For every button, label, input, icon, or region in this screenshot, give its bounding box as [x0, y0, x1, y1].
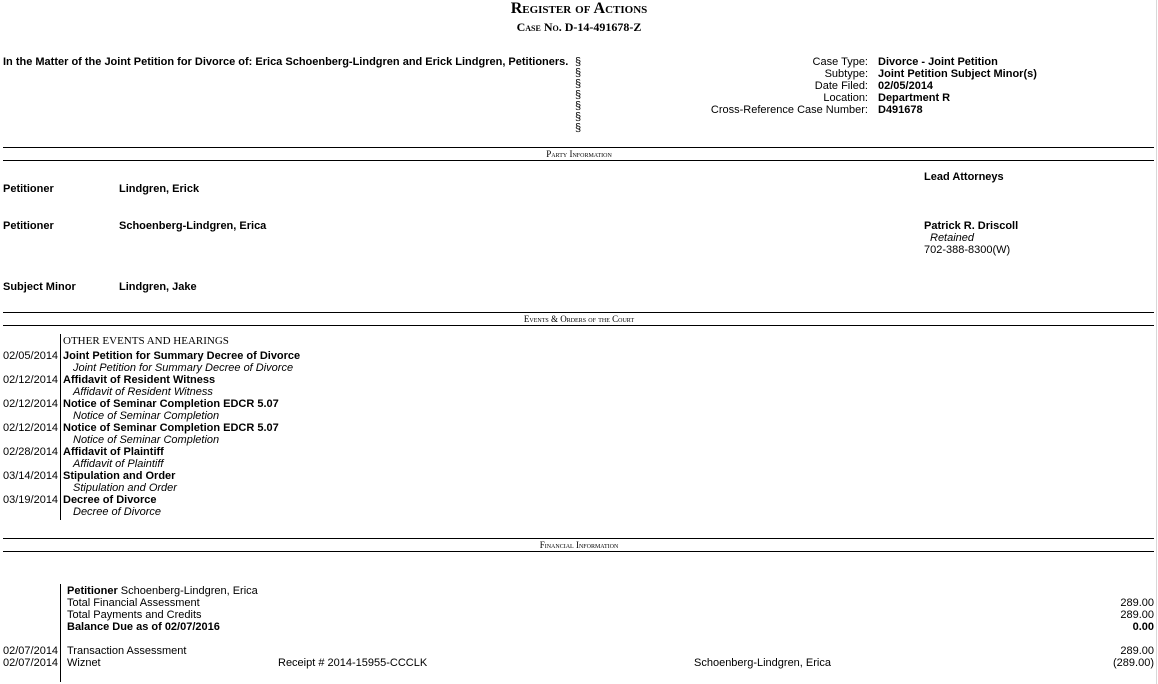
- balance-due-label: Balance Due as of 02/07/2016: [67, 621, 220, 633]
- date-filed-value: 02/05/2014: [878, 80, 934, 92]
- events-subtitle: OTHER EVENTS AND HEARINGS: [63, 335, 229, 347]
- event-detail: Stipulation and Order: [73, 482, 177, 494]
- date-filed-label: Date Filed:: [814, 80, 868, 92]
- section-symbol: §: [574, 67, 582, 79]
- event-detail: Joint Petition for Summary Decree of Divorce: [73, 362, 294, 374]
- transaction-amount: (289.00): [1113, 657, 1154, 669]
- section-divider: [3, 325, 1154, 326]
- location-value: Department R: [878, 92, 951, 104]
- section-symbol: §: [574, 100, 582, 112]
- financial-party-role: Petitioner: [67, 585, 118, 597]
- location-label: Location:: [823, 92, 868, 104]
- section-symbol: §: [574, 89, 582, 101]
- event-title: Joint Petition for Summary Decree of Divorce: [63, 350, 301, 362]
- summary-value: 289.00: [1120, 597, 1154, 609]
- party-role: Subject Minor: [3, 281, 76, 293]
- case-type-label: Case Type:: [812, 56, 868, 68]
- party-name: Schoenberg-Lindgren, Erica: [119, 220, 267, 232]
- transaction-date: 02/07/2014: [3, 645, 59, 657]
- financial-column-rule: [60, 584, 61, 682]
- party-name: Lindgren, Erick: [119, 183, 200, 195]
- section-symbol: §: [574, 78, 582, 90]
- event-title: Stipulation and Order: [63, 470, 176, 482]
- party-role: Petitioner: [3, 183, 54, 195]
- balance-due-value: 0.00: [1132, 621, 1154, 633]
- subtype-label: Subtype:: [824, 68, 868, 80]
- case-number: Case No. D-14-491678-Z: [516, 20, 642, 34]
- section-divider: [3, 551, 1154, 552]
- lead-attorneys-label: Lead Attorneys: [924, 171, 1004, 183]
- subtype-value: Joint Petition Subject Minor(s): [878, 68, 1037, 80]
- event-date: 02/12/2014: [3, 374, 59, 386]
- attorney-status: Retained: [930, 232, 975, 244]
- cross-reference-value: D491678: [878, 104, 923, 116]
- summary-label: Total Payments and Credits: [67, 609, 202, 621]
- transaction-description: Transaction Assessment: [67, 645, 187, 657]
- case-type-value: Divorce - Joint Petition: [878, 56, 998, 68]
- events-column-rule: [60, 334, 61, 520]
- transaction-payer: Schoenberg-Lindgren, Erica: [694, 657, 831, 669]
- event-detail: Notice of Seminar Completion: [73, 410, 220, 422]
- event-detail: Notice of Seminar Completion: [73, 434, 220, 446]
- matter-title: In the Matter of the Joint Petition for Divorce of: Erica Schoenberg-Lindgren and Erick Lindgren, Petitioners.: [3, 56, 569, 68]
- transaction-receipt: Receipt # 2014-15955-CCCLK: [278, 657, 428, 669]
- section-divider: [3, 147, 1154, 148]
- party-section-title: Party Information: [546, 149, 612, 159]
- financial-party: [67, 585, 258, 597]
- event-date: 03/19/2014: [3, 494, 59, 506]
- event-detail: Decree of Divorce: [73, 506, 162, 518]
- financial-section-title: Financial Information: [539, 540, 619, 550]
- event-detail: Affidavit of Plaintiff: [73, 458, 164, 470]
- cross-reference-label: Cross-Reference Case Number:: [710, 104, 868, 116]
- transaction-amount: 289.00: [1120, 645, 1154, 657]
- section-symbol: §: [574, 56, 582, 68]
- events-section-title: Events & Orders of the Court: [523, 314, 635, 324]
- event-title: Notice of Seminar Completion EDCR 5.07: [63, 398, 279, 410]
- event-date: 02/28/2014: [3, 446, 59, 458]
- event-title: Decree of Divorce: [63, 494, 157, 506]
- attorney-phone: 702-388-8300(W): [924, 244, 1011, 256]
- event-date: 02/12/2014: [3, 422, 59, 434]
- attorney-name: Patrick R. Driscoll: [924, 220, 1019, 232]
- page-edge: [1156, 0, 1157, 684]
- page-title: Register of Actions: [510, 0, 648, 17]
- party-name: Lindgren, Jake: [119, 281, 197, 293]
- event-title: Affidavit of Plaintiff: [63, 446, 164, 458]
- event-date: 02/05/2014: [3, 350, 59, 362]
- financial-party-name: Schoenberg-Lindgren, Erica: [120, 585, 258, 597]
- summary-value: 289.00: [1120, 609, 1154, 621]
- party-role: Petitioner: [3, 220, 54, 232]
- section-divider: [3, 538, 1154, 539]
- event-detail: Affidavit of Resident Witness: [73, 386, 213, 398]
- event-title: Notice of Seminar Completion EDCR 5.07: [63, 422, 279, 434]
- transaction-description: Wiznet: [67, 657, 101, 669]
- section-divider: [3, 160, 1154, 161]
- event-date: 02/12/2014: [3, 398, 59, 410]
- transaction-date: 02/07/2014: [3, 657, 59, 669]
- summary-label: Total Financial Assessment: [67, 597, 200, 609]
- section-divider: [3, 312, 1154, 313]
- event-date: 03/14/2014: [3, 470, 59, 482]
- section-symbol: §: [574, 111, 582, 123]
- event-title: Affidavit of Resident Witness: [63, 374, 216, 386]
- section-symbol: §: [574, 122, 582, 134]
